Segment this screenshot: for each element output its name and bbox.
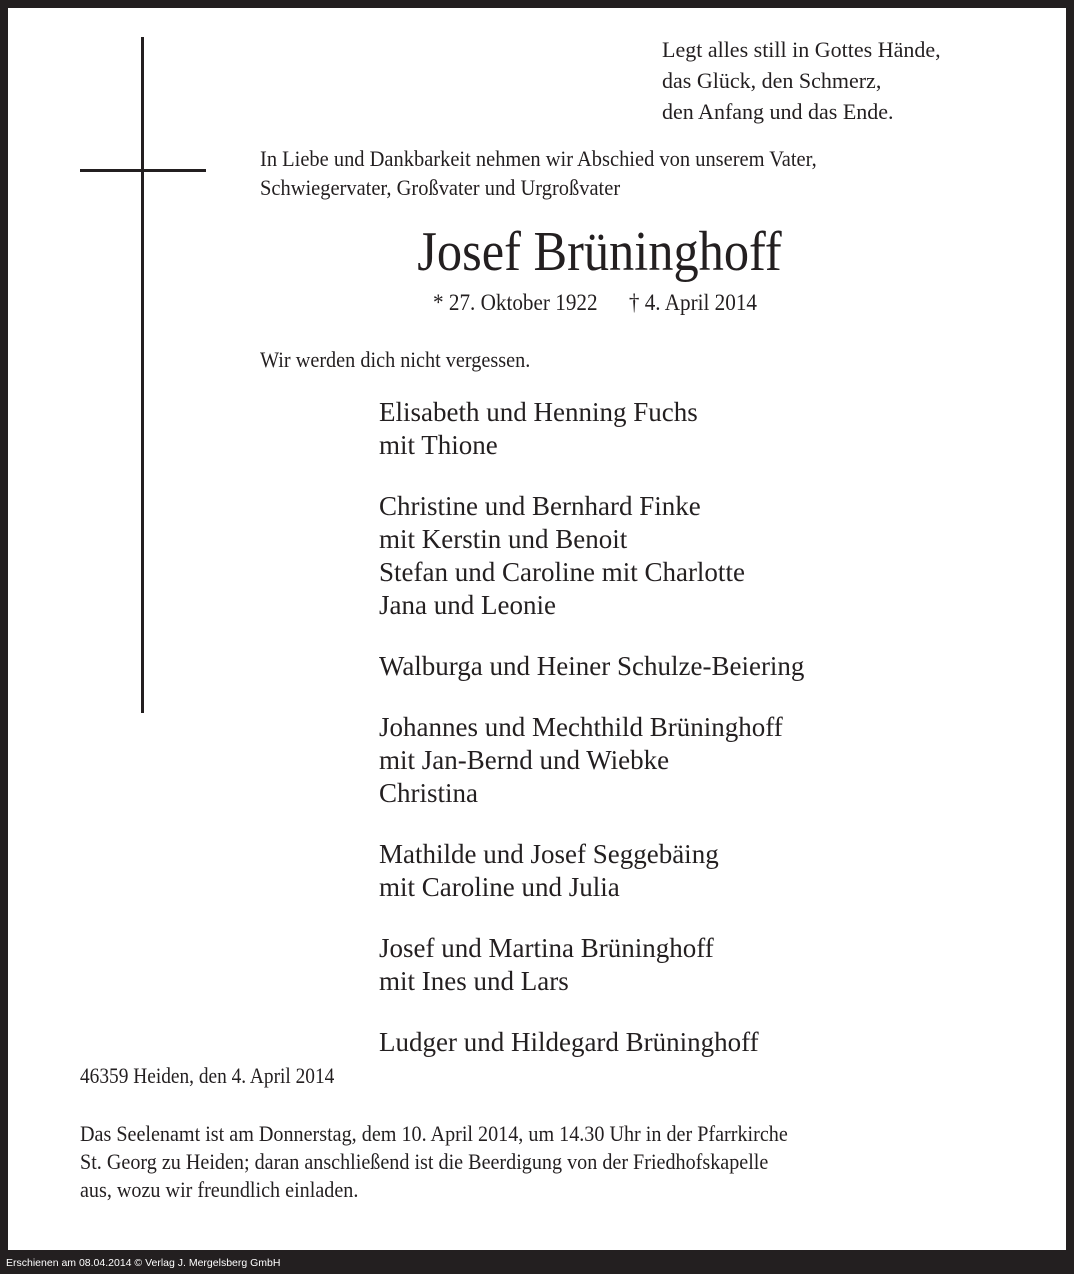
mourner-line: Christine und Bernhard Finke [379,491,701,521]
service-info [80,1120,788,1204]
mourner-line: Stefan und Caroline mit Charlotte [379,557,745,587]
mourner-line: mit Jan-Bernd und Wiebke [379,745,670,775]
mourner-group [379,838,804,904]
intro-text [260,144,817,202]
mourner-line: Jana und Leonie [379,590,556,620]
mourner-group [379,396,804,462]
mourner-line: mit Ines und Lars [379,966,569,996]
memory-line: Wir werden dich nicht vergessen. [260,347,531,372]
publication-footer: Erschienen am 08.04.2014 © Verlag J. Mergelsberg GmbH [6,1257,281,1269]
mourner-group [379,932,804,998]
verse-line: das Glück, den Schmerz, [662,68,882,93]
service-line: Das Seelenamt ist am Donnerstag, dem 10. April 2014, um 14.30 Uhr in der Pfarrkirche [80,1121,788,1146]
mourner-group [379,650,804,683]
mourner-line: Elisabeth und Henning Fuchs [379,397,698,427]
mourner-line: Johannes und Mechthild Brüninghoff [379,712,783,742]
mourner-line: Ludger und Hildegard Brüninghoff [379,1027,759,1057]
mourners-list [379,396,804,1087]
verse [662,34,941,127]
mourner-group [379,1026,804,1059]
birth-date: * 27. Oktober 1922 [433,290,598,315]
place-and-date: 46359 Heiden, den 4. April 2014 [80,1063,335,1088]
mourner-group [379,490,804,622]
obituary-notice [8,8,1066,1250]
mourner-group [379,711,804,810]
cross-icon-horizontal-bar [80,169,206,172]
verse-line: den Anfang und das Ende. [662,99,894,124]
death-date: † 4. April 2014 [628,290,757,315]
mourner-line: mit Caroline und Julia [379,872,620,902]
mourner-line: Walburga und Heiner Schulze-Beiering [379,651,805,681]
mourner-line: mit Kerstin und Benoit [379,524,628,554]
intro-line: Schwiegervater, Großvater und Urgroßvater [260,175,621,200]
intro-line: In Liebe und Dankbarkeit nehmen wir Abschied von unserem Vater, [260,146,817,171]
mourner-line: mit Thione [379,430,498,460]
service-line: St. Georg zu Heiden; daran anschließend ist die Beerdigung von der Friedhofskapelle [80,1149,769,1174]
deceased-name: Josef Brüninghoff [417,221,782,283]
life-dates [433,288,757,318]
mourner-line: Mathilde und Josef Seggebäing [379,839,719,869]
verse-line: Legt alles still in Gottes Hände, [662,37,941,62]
mourner-line: Josef und Martina Brüninghoff [379,933,714,963]
cross-icon-vertical-bar [141,37,144,713]
mourner-line: Christina [379,778,478,808]
service-line: aus, wozu wir freundlich einladen. [80,1177,359,1202]
